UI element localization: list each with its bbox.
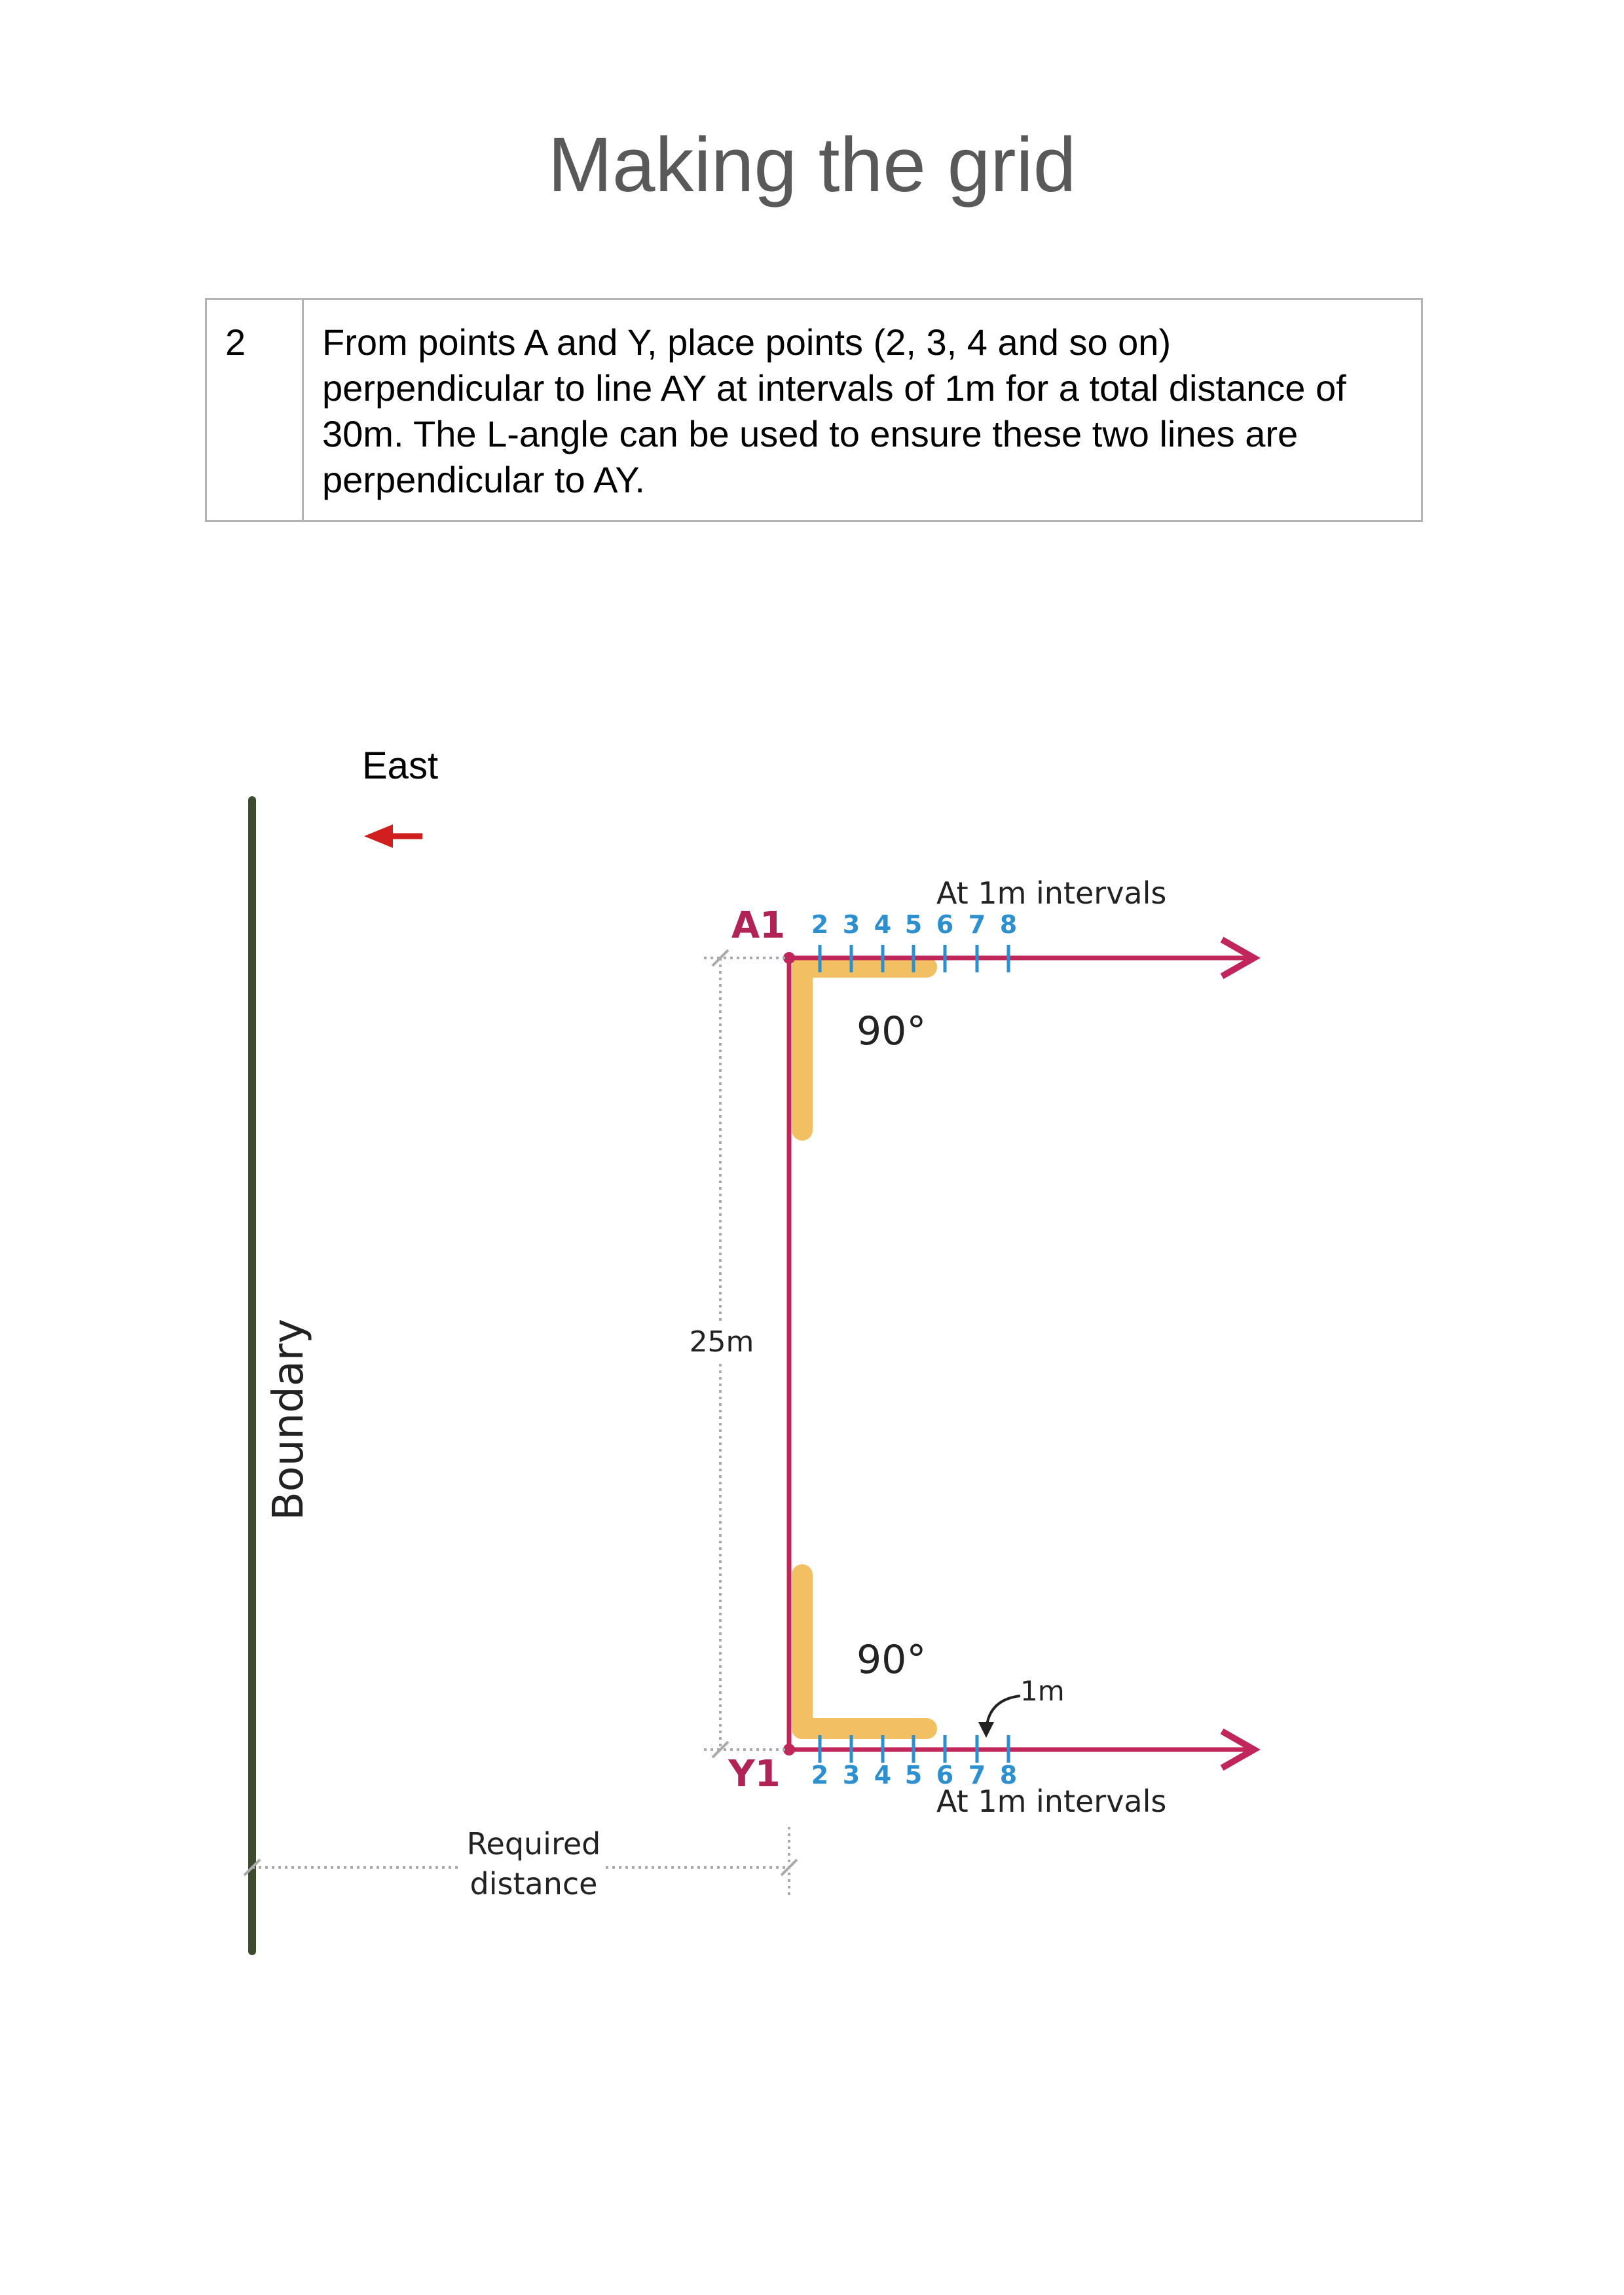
tick-number-top: 4 <box>874 910 892 939</box>
page-title: Making the grid <box>547 122 1077 208</box>
angle-label-bottom: 90° <box>857 1637 927 1683</box>
tick-number-bottom: 6 <box>936 1761 954 1790</box>
tick-number-bottom: 3 <box>842 1761 860 1790</box>
point-a-label: A1 <box>731 904 786 947</box>
point-y-label: Y1 <box>728 1753 781 1795</box>
tick-number-top: 7 <box>968 910 986 939</box>
tick-number-bottom: 2 <box>811 1761 829 1790</box>
interval-label-bottom: At 1m intervals <box>936 1784 1167 1819</box>
east-label: East <box>362 744 439 787</box>
east-arrow-icon <box>364 824 422 848</box>
distance-label-line2: distance <box>470 1866 598 1901</box>
tick-number-bottom: 4 <box>874 1761 892 1790</box>
distance-label-line1: Required <box>466 1826 601 1862</box>
step-number: 2 <box>207 300 304 520</box>
length-label: 25m <box>689 1325 754 1359</box>
step-table <box>205 298 1423 522</box>
tick-number-bottom: 5 <box>904 1761 923 1790</box>
boundary-label: Boundary <box>265 1318 313 1521</box>
grid-diagram <box>0 753 1624 1964</box>
tick-number-top: 2 <box>811 910 829 939</box>
tick-number-bottom: 7 <box>968 1761 986 1790</box>
step-instructions: From points A and Y, place points (2, 3, 4 and so on) perpendicular to line AY at intervals of 1m for a total distance of 30m. The L-angle can be used to ensure these two lines are perpendicular to AY. <box>322 321 1346 500</box>
tick-number-top: 3 <box>842 910 860 939</box>
tick-number-bottom: 8 <box>999 1761 1018 1790</box>
spacing-label: 1m <box>1020 1675 1065 1707</box>
tick-number-top: 6 <box>936 910 954 939</box>
tick-number-top: 5 <box>904 910 923 939</box>
angle-label-top: 90° <box>857 1008 927 1054</box>
tick-number-top: 8 <box>999 910 1018 939</box>
interval-label-top: At 1m intervals <box>936 875 1167 911</box>
spacing-callout-arrow-icon <box>978 1696 1020 1738</box>
